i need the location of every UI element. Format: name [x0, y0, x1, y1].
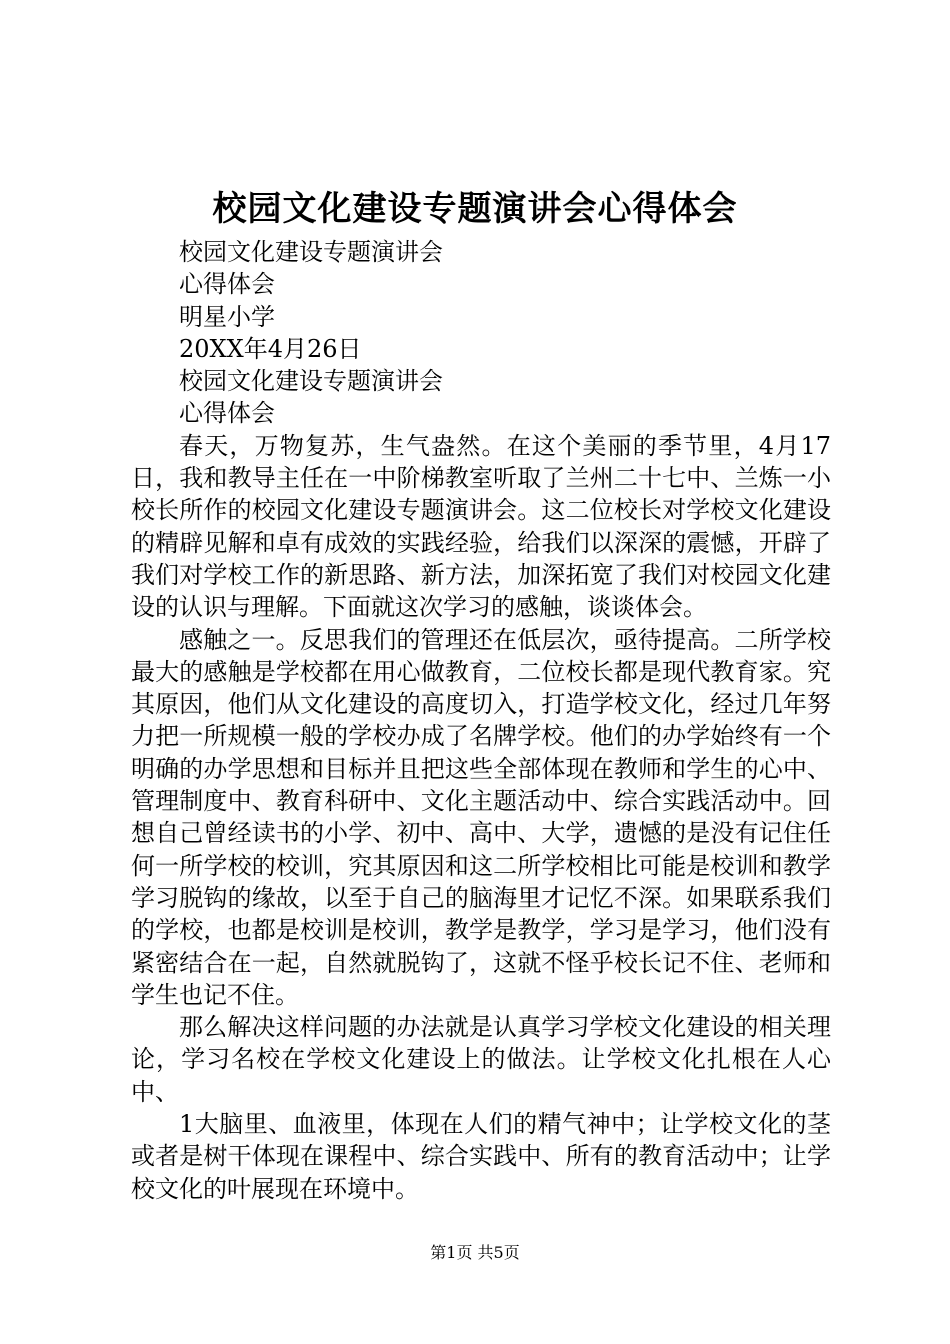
- document-title: 校园文化建设专题演讲会心得体会: [212, 189, 738, 229]
- header-line-subtitle: 心得体会: [179, 270, 275, 299]
- header-line-school: 明星小学: [179, 302, 275, 331]
- paragraph-culture-roots: 1大脑里、血液里，体现在人们的精气神中；让学校文化的茎或者是树干体现在课程中、综合实践中、所有的教育活动中；让学校文化的叶展现在环境中。: [131, 1110, 831, 1203]
- header-line-subtitle-repeat: 心得体会: [179, 399, 275, 428]
- header-line-date: 20XX年4月26日: [179, 334, 362, 363]
- paragraph-reflection-one: 感触之一。反思我们的管理还在低层次，亟待提高。二所学校最大的感触是学校都在用心做教育，二位校长都是现代教育家。究其原因，他们从文化建设的高度切入，打造学校文化，经过几年努力把一所规模一般的学校办成了名牌学校。他们的办学始终有一个明确的办学思想和目标并且把这些全部体现在教师和学生的心中、管理制度中、教育科研中、文化主题活动中、综合实践活动中。回想自己曾经读书的小学、初中、高中、大学，遗憾的是没有记住任何一所学校的校训，究其原因和这二所学校相比可能是校训和教学学习脱钩的缘故，以至于自己的脑海里才记忆不深。如果联系我们的学校，也都是校训是校训，教学是教学，学习是学习，他们没有紧密结合在一起，自然就脱钩了，这就不怪乎校长记不住、老师和学生也记不住。: [131, 625, 831, 1009]
- header-line-event: 校园文化建设专题演讲会: [179, 238, 443, 266]
- page-footer: 第1页 共5页: [430, 1243, 520, 1262]
- document-body: [131, 236, 831, 1205]
- header-line-event-repeat: 校园文化建设专题演讲会: [179, 367, 443, 396]
- paragraph-intro: 春天，万物复苏，生气盎然。在这个美丽的季节里，4月17日，我和教导主任在一中阶梯教室听取了兰州二十七中、兰炼一小校长所作的校园文化建设专题演讲会。这二位校长对学校文化建设的精辟见解和卓有成效的实践经验，给我们以深深的震憾，开辟了我们对学校工作的新思路、新方法，加深拓宽了我们对校园文化建设的认识与理解。下面就这次学习的感触，谈谈体会。: [131, 431, 831, 622]
- paragraph-solution: 那么解决这样问题的办法就是认真学习学校文化建设的相关理论，学习名校在学校文化建设上的做法。让学校文化扎根在人心中、: [131, 1013, 831, 1106]
